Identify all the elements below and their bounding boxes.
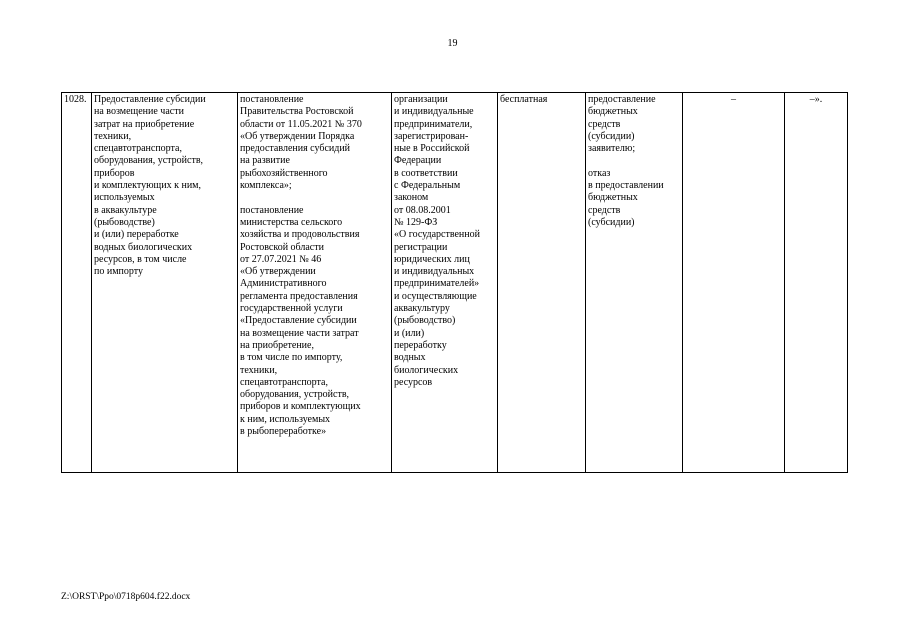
table-row xyxy=(62,93,848,473)
cell-recipients: организации и индивидуальные предприниматели, зарегистрирован- ные в Российской Федерации в соответствии с Федеральным законом от 08.08.2001 № 129-ФЗ «О государственной регистрации юридических лиц и индивидуальных предпринимателей» и осуществляющие аквакультуру (рыбоводство) и (или) переработку водных биологических ресурсов xyxy=(392,93,498,473)
cell-service-name: Предоставление субсидии на возмещение части затрат на приобретение техники, спецавтотранспорта, оборудования, устройств, приборов и комплектующих к ним, используемых в аквакультуре (рыбоводстве) и (или) переработке водных биологических ресурсов, в том числе по импорту xyxy=(92,93,238,473)
footer-file-path: Z:\ORST\Ppo\0718p604.f22.docx xyxy=(61,592,191,602)
cell-number: 1028. xyxy=(62,93,92,473)
page-number: 19 xyxy=(447,38,458,49)
services-table xyxy=(61,92,848,473)
cell-col8: –». xyxy=(785,93,848,473)
cell-cost: бесплатная xyxy=(498,93,586,473)
cell-legal-basis: постановление Правительства Ростовской области от 11.05.2021 № 370 «Об утверждении Порядка предоставления субсидий на развитие рыбохозяйственного комплекса»; постановление министерства сельского хозяйства и продовольствия Ростовской области от 27.07.2021 № 46 «Об утверждении Административного регламента предоставления государственной услуги «Предоставление субсидии на возмещение части затрат на приобретение, в том числе по импорту, техники, спецавтотранспорта, оборудования, устройств, приборов и комплектующих к ним, используемых в рыбопереработке» xyxy=(238,93,392,473)
cell-col7: – xyxy=(683,93,785,473)
cell-result: предоставление бюджетных средств (субсидии) заявителю; отказ в предоставлении бюджетных средств (субсидии) xyxy=(586,93,683,473)
